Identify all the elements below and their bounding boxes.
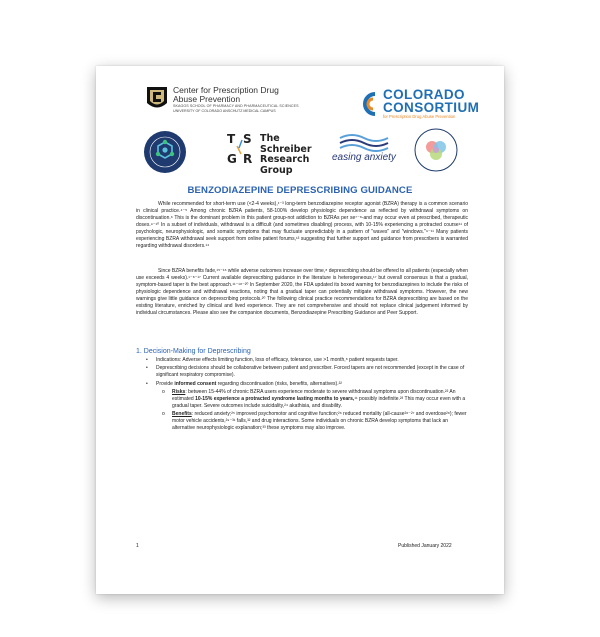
list-item: • Indications: Adverse effects limiting function, loss of efficacy, tolerance, use >1 month,⁸ patient requests taper. — [146, 357, 399, 363]
cu-line1: Center for Prescription Drug — [173, 85, 279, 95]
decision-making-list — [136, 357, 468, 433]
cu-campus: UNIVERSITY OF COLORADO ANSCHUTZ MEDICAL CAMPUS — [173, 108, 276, 113]
document-title: BENZODIAZEPINE DEPRESCRIBING GUIDANCE — [187, 185, 413, 196]
cu-buffalo-icon — [146, 86, 168, 112]
document-page — [96, 66, 504, 594]
intro-paragraph-1: While recommended for short-term use (<2-4 weeks),¹⁻³ long-term benzodiazepine receptor agonist (BZRA) therapy is a common scenario in clinical practice.⁴⁻⁵ Among chronic BZRA patients, 58-100% develop physiologic dependence as reflected by withdrawal symptoms on discontinuation.⁶ This is the dominant problem in this patient group-not addiction to BZRAs per se⁷⁻⁸-and may occur even at prescribed, therapeutic doses.⁹⁻¹⁰ In a subset of individuals, withdrawal is a difficult (and sometimes disabling) process, with 10-15% experiencing a protracted course¹¹ of psychologic, neurophysiologic, and somatic symptoms that may fluctuate unpredictably in a pattern of "waves" and "windows."⁹⁻¹¹ Many patients experiencing BZRA withdrawal seek support from online patient forums,¹³ suggesting that further support and guidance from prescribers is warranted regarding withdrawal disorders.¹⁴ — [136, 201, 468, 250]
easing-anxiety-logo — [332, 130, 402, 170]
cu-school: SKAGGS SCHOOL OF PHARMACY AND PHARMACEUTICAL SCIENCES — [173, 104, 299, 108]
list-item: • Provide informed consent regarding discontinuation (risks, benefits, alternatives).²² — [146, 380, 342, 387]
partner-logos-row: T S G R The Schreiber Research Group easing anxiety — [96, 128, 504, 178]
risks-item: o Risks: between 15-44% of chronic BZRA users experience moderate to severe withdrawal symptoms upon discontinuation.²² An estimated 10-15% experience a protracted syndrome lasting months to years,¹¹ possibly indefinite.²³ This may occur even with a gradual taper. Severe outcomes include suicidality,²⁴ akathisia, and disability. — [162, 388, 466, 409]
easing-anxiety-text: easing anxiety — [332, 152, 396, 163]
intro-paragraph-2: Since BZRA benefits fade,¹⁵⁻¹⁶ while adverse outcomes increase over time,⁸ deprescribing should be offered to all patients (especially when use exceeds 4 weeks).¹⁻⁸⁻¹⁷ Current available deprescribing guidance in the literature is heterogeneous,¹⁷ but overall consensus is that a gradual, symptom-based taper is the best approach.¹¹⁻¹⁸⁻²⁰ In September 2020, the FDA updated its boxed warning for benzodiazepines to include the risks of physiologic dependence and withdrawal reactions, noting that a gradual taper can potentially mitigate withdrawal symptoms. However, the new warnings give little guidance on deprescribing protocols.²⁰ The following clinical practice recommendations for BZRA deprescribing are based on the existing literature, enriched by clinical and lived experience. They are not comprehensive and should not replace clinical judgement informed by individual circumstances. Please also see the companion documents, Benzodiazepine Prescribing Guidance and Peer Support. — [136, 268, 468, 317]
cu-line2: Abuse Prevention — [173, 94, 241, 104]
page-number: 1 — [136, 543, 139, 549]
consortium-c-icon — [359, 91, 379, 117]
consortium-line2: CONSORTIUM — [383, 100, 480, 115]
consortium-line1: COLORADO — [383, 87, 465, 102]
section-heading: 1. Decision-Making for Deprescribing — [136, 348, 251, 355]
list-item: • Deprescribing decisions should be collaborative between patient and prescriber. Forced tapers are not recommended (except in the case of significant respiratory compromise). — [146, 365, 465, 379]
consortium-tagline: for Prescription Drug Abuse Prevention — [383, 114, 456, 119]
colorado-consortium-logo — [359, 88, 479, 120]
benzodiazepine-coalition-logo — [143, 130, 187, 174]
published-date: Published January 2022 — [398, 543, 452, 549]
benefits-item: o Benefits: reduced anxiety;²⁵ improved psychomotor and cognitive function;²⁶ reduced mortality (all-cause²⁶⁻²⁷ and overdose²⁸); fewer motor vehicle accidents,²⁹⁻³¹ falls,³² and drug interactions. Some individuals on chronic BZRA develop symptoms that lack an alternative neurophysiologic explanation;³³ these symptoms may also improve. — [162, 411, 467, 432]
cu-cpdap-logo — [146, 86, 299, 114]
alliance-benzodiazepine-logo — [414, 128, 458, 172]
tsrg-arrows-icon — [227, 132, 257, 172]
waves-icon — [332, 130, 402, 152]
